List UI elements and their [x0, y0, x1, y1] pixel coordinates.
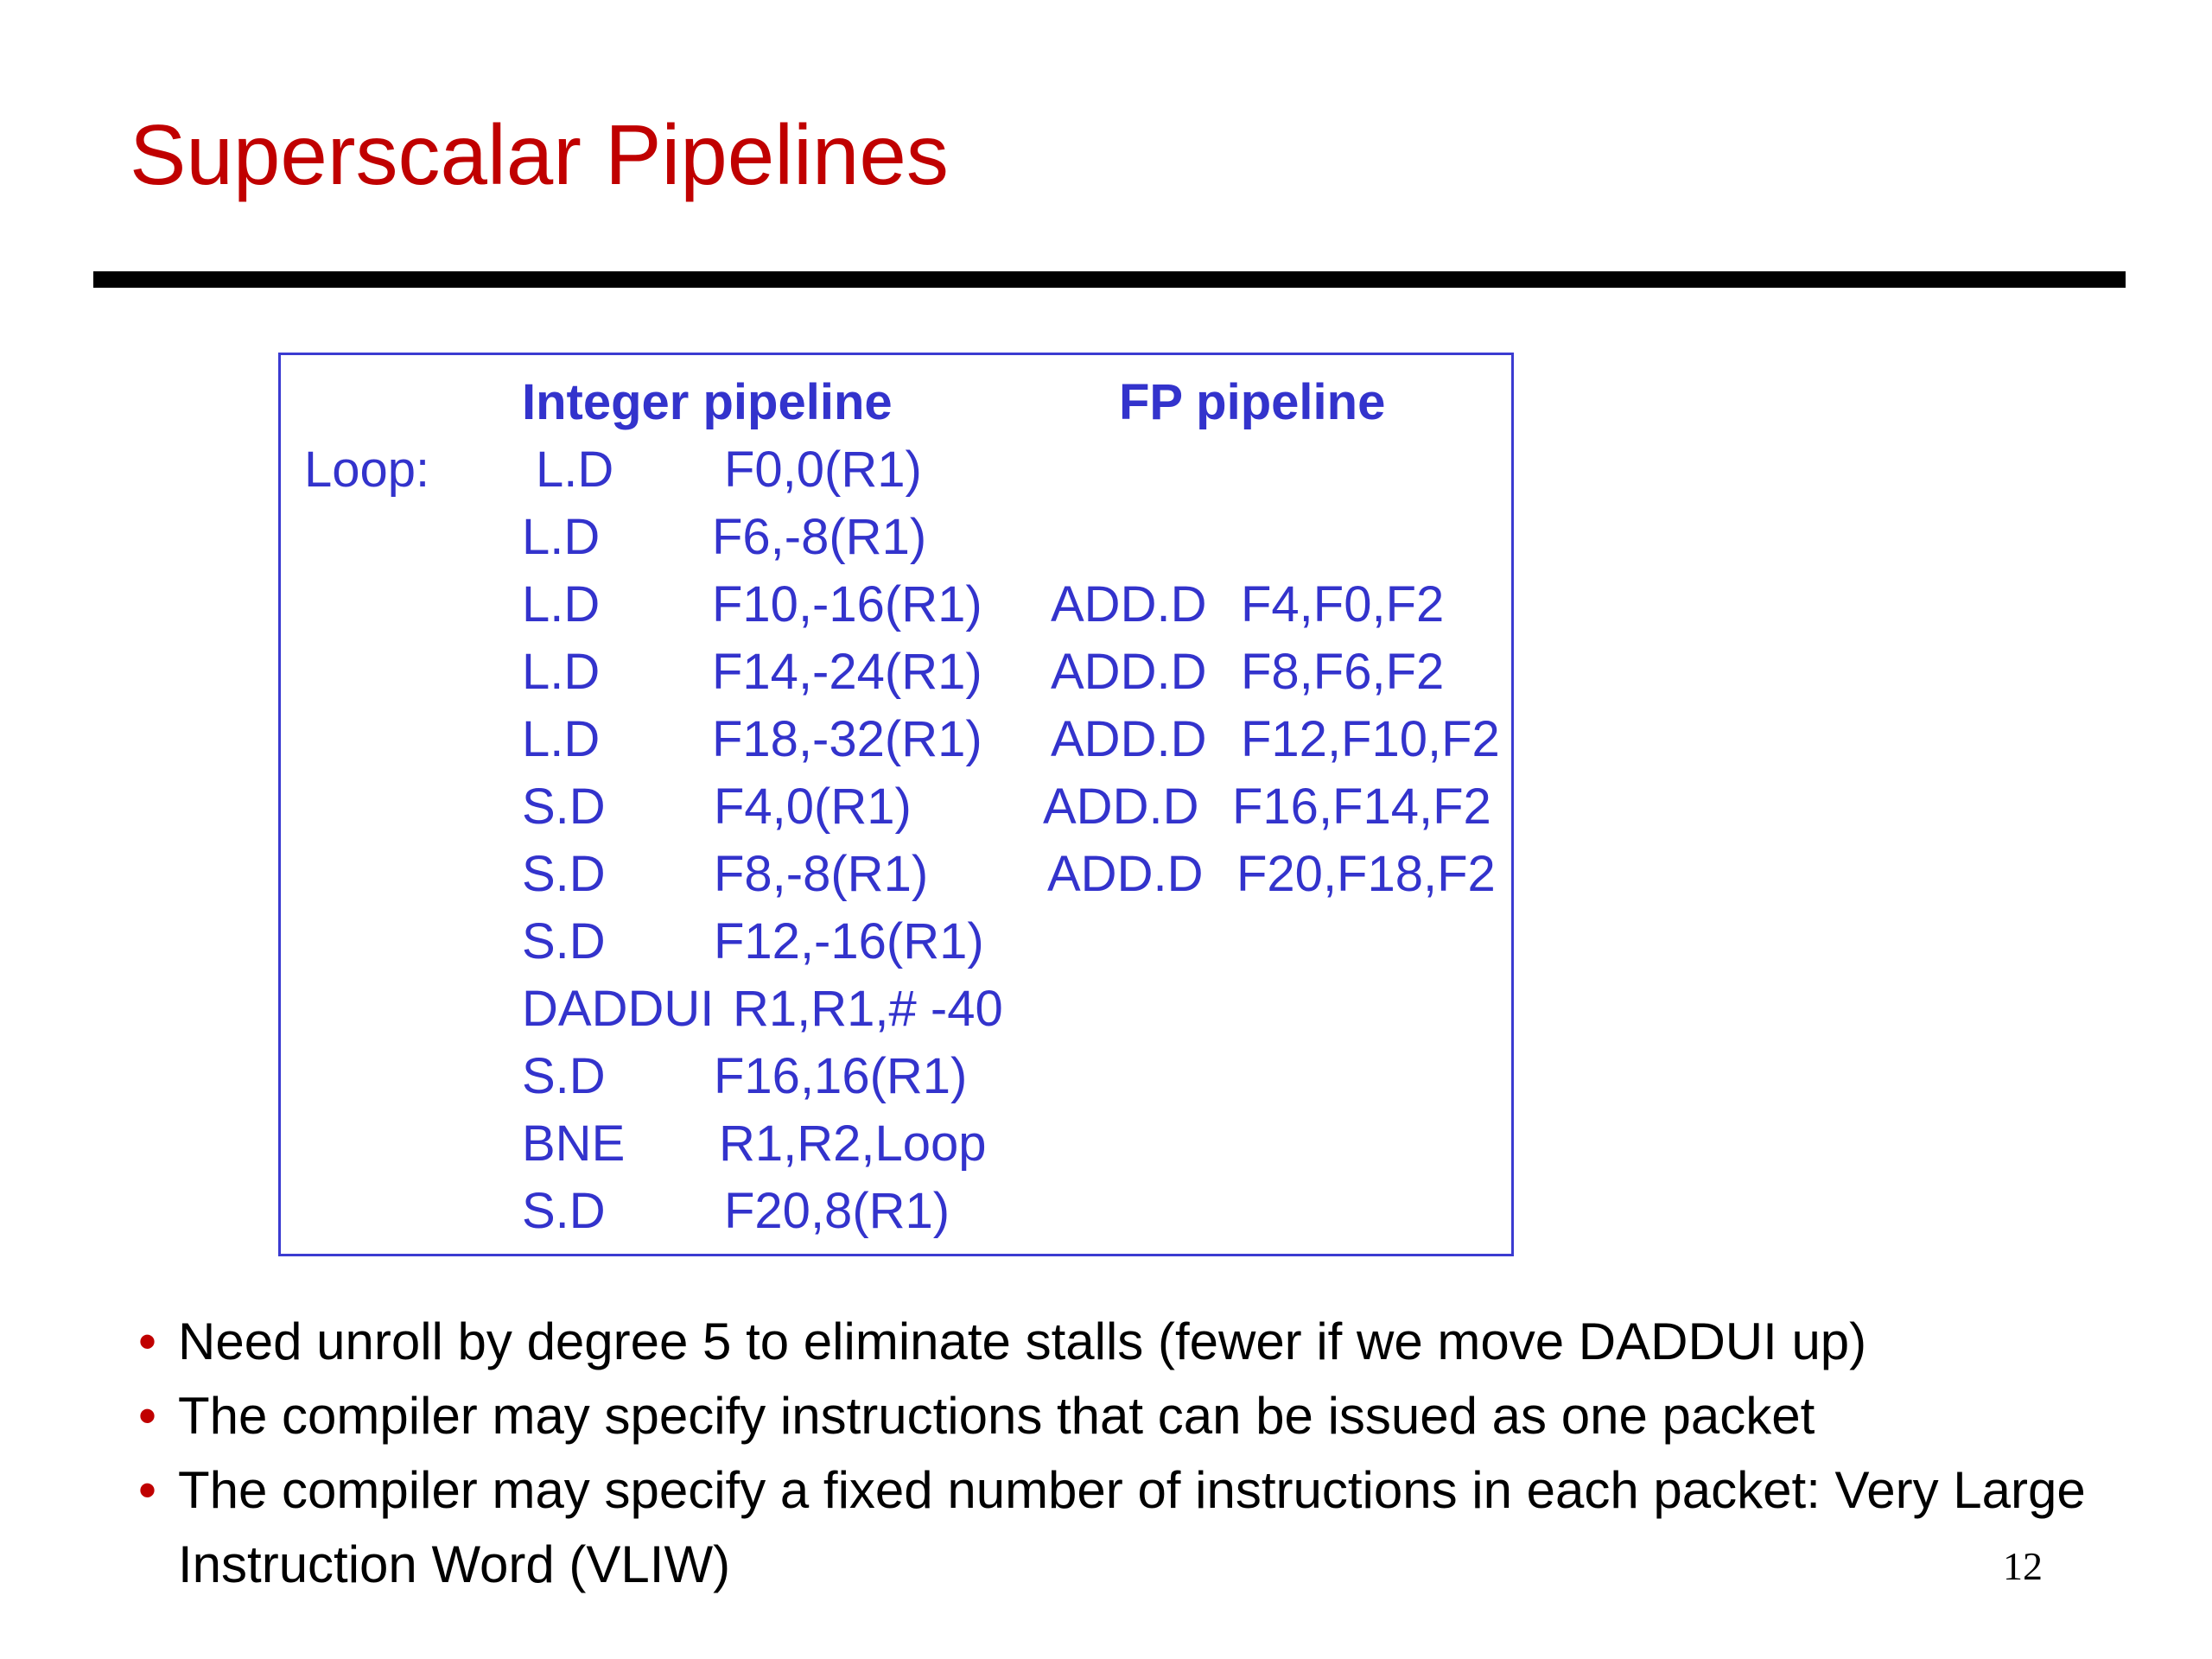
fp-op: ADD.D — [1043, 779, 1199, 835]
integer-op: L.D — [536, 442, 614, 498]
integer-op: L.D — [522, 644, 601, 700]
bullet-item — [137, 1305, 2089, 1379]
integer-op: DADDUI — [522, 981, 715, 1037]
fp-op: ADD.D — [1047, 846, 1204, 902]
fp-op: ADD.D — [1051, 711, 1207, 767]
integer-operands: R1,R2,Loop — [719, 1116, 987, 1172]
integer-operands: F12,-16(R1) — [714, 913, 984, 969]
fp-op: ADD.D — [1051, 576, 1207, 632]
bullet-list — [137, 1305, 2089, 1602]
integer-operands: F8,-8(R1) — [714, 846, 929, 902]
bullet-dot-icon: • — [138, 1387, 157, 1445]
fp-operands: F8,F6,F2 — [1241, 644, 1445, 700]
integer-operands: R1,R1,# -40 — [733, 981, 1003, 1037]
integer-operands: F0,0(R1) — [724, 442, 922, 498]
fp-op: ADD.D — [1051, 644, 1207, 700]
fp-operands: F20,F18,F2 — [1236, 846, 1496, 902]
loop-label: Loop: — [304, 442, 430, 498]
title-divider — [93, 271, 2126, 288]
integer-op: S.D — [522, 913, 606, 969]
page-number: 12 — [2003, 1544, 2043, 1588]
integer-operands: F6,-8(R1) — [712, 509, 927, 565]
integer-operands: F16,16(R1) — [714, 1048, 968, 1104]
integer-op: S.D — [522, 779, 606, 835]
integer-op: L.D — [522, 576, 601, 632]
bullet-text: The compiler may specify a fixed number of instructions in each packet: Very Large Instruction Word (VLIW) — [178, 1461, 2086, 1593]
fp-operands: F4,F0,F2 — [1241, 576, 1445, 632]
integer-operands: F4,0(R1) — [714, 779, 912, 835]
slide-title: Superscalar Pipelines — [130, 107, 949, 202]
bullet-dot-icon: • — [138, 1461, 157, 1519]
bullet-item — [137, 1453, 2089, 1602]
fp-pipeline-header: FP pipeline — [1119, 374, 1386, 430]
integer-op: L.D — [522, 711, 601, 767]
bullet-item — [137, 1379, 2089, 1453]
fp-operands: F12,F10,F2 — [1241, 711, 1500, 767]
integer-op: L.D — [522, 509, 601, 565]
bullet-dot-icon: • — [138, 1313, 157, 1370]
integer-operands: F18,-32(R1) — [712, 711, 982, 767]
integer-operands: F20,8(R1) — [724, 1183, 950, 1239]
integer-pipeline-header: Integer pipeline — [522, 374, 893, 430]
fp-operands: F16,F14,F2 — [1232, 779, 1491, 835]
integer-operands: F14,-24(R1) — [712, 644, 982, 700]
integer-op: BNE — [522, 1116, 626, 1172]
integer-op: S.D — [522, 846, 606, 902]
bullet-text: The compiler may specify instructions that can be issued as one packet — [178, 1387, 1815, 1445]
integer-operands: F10,-16(R1) — [712, 576, 982, 632]
integer-op: S.D — [522, 1048, 606, 1104]
bullet-text: Need unroll by degree 5 to eliminate stalls (fewer if we move DADDUI up) — [178, 1313, 1867, 1370]
integer-op: S.D — [522, 1183, 606, 1239]
